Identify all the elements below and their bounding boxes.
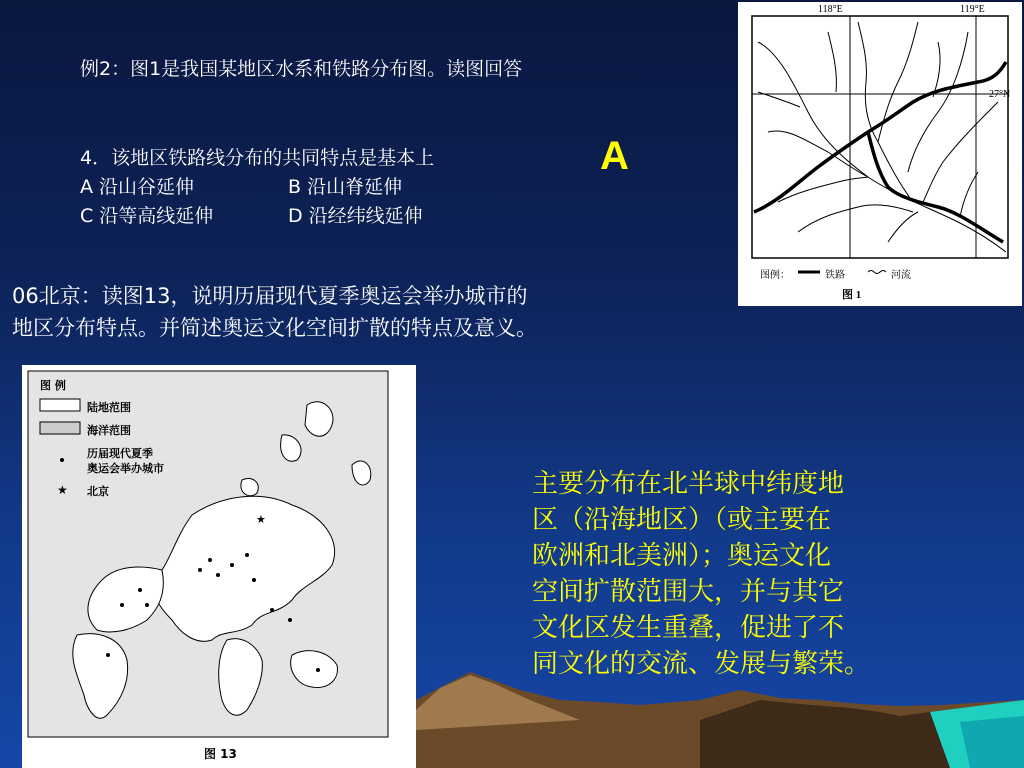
answer-line: 空间扩散范围大，并与其它 — [532, 577, 845, 607]
host-city-marker — [198, 568, 202, 572]
beijing-star-icon: ★ — [256, 513, 266, 526]
answer-letter: A — [600, 134, 629, 178]
host-city-marker — [288, 618, 292, 622]
beijing-question-line-1: 06北京：读图13，说明历届现代夏季奥运会举办城市的 — [12, 284, 528, 308]
host-city-marker — [106, 653, 110, 657]
answer-line: 欧洲和北美洲）；奥运文化 — [532, 541, 832, 571]
legend-cities-label-1: 历届现代夏季 — [87, 447, 153, 460]
host-city-marker — [270, 608, 274, 612]
beijing-question — [12, 280, 537, 344]
option-c: C 沿等高线延伸 — [80, 205, 214, 227]
answer-explanation — [532, 466, 870, 682]
host-city-marker — [216, 573, 220, 577]
olympic-world-map-drawing — [22, 365, 416, 768]
beijing-question-line-2: 地区分布特点。并简述奥运文化空间扩散的特点及意义。 — [12, 316, 537, 340]
legend-land-label: 陆地范围 — [87, 401, 131, 414]
longitude-label-118: 118°E — [818, 4, 843, 15]
host-city-marker — [208, 558, 212, 562]
question-block — [80, 144, 434, 231]
figure-1-river-railway-map — [738, 2, 1022, 306]
option-a: A 沿山谷延伸 — [80, 176, 195, 198]
host-city-marker — [230, 563, 234, 567]
answer-line: 文化区发生重叠，促进了不 — [532, 613, 845, 643]
river-railway-map-drawing — [738, 2, 1022, 306]
figure-1-legend-title: 图例： — [760, 270, 790, 281]
example-title: 例2：图1是我国某地区水系和铁路分布图。读图回答 — [80, 58, 523, 80]
legend-star-icon: ★ — [57, 483, 68, 497]
answer-line: 区（沿海地区）（或主要在 — [532, 505, 832, 535]
question-stem: 4．该地区铁路线分布的共同特点是基本上 — [80, 147, 435, 169]
legend-ocean-label: 海洋范围 — [87, 424, 131, 437]
longitude-label-119: 119°E — [960, 4, 985, 15]
answer-line: 主要分布在北半球中纬度地 — [532, 469, 845, 499]
legend-cities-label-2: 奥运会举办城市 — [87, 462, 164, 475]
host-city-marker — [252, 578, 256, 582]
figure-13-olympic-host-map — [22, 365, 416, 768]
legend-railway-label: 铁路 — [825, 270, 845, 281]
legend-ocean-swatch — [40, 422, 80, 434]
latitude-label-27: 27°N — [989, 89, 1011, 100]
answer-line: 同文化的交流、发展与繁荣。 — [532, 649, 871, 679]
host-city-marker — [316, 668, 320, 672]
option-d: D 沿经纬线延伸 — [288, 205, 423, 227]
host-city-marker — [245, 553, 249, 557]
option-b: B 沿山脊延伸 — [288, 176, 403, 198]
figure-1-caption: 图 1 — [842, 289, 862, 301]
legend-city-dot-icon — [60, 458, 64, 462]
legend-beijing-label: 北京 — [87, 485, 109, 498]
host-city-marker — [120, 603, 124, 607]
host-city-marker — [145, 603, 149, 607]
figure-13-legend-title: 图 例 — [40, 379, 66, 392]
figure-13-caption: 图 13 — [204, 747, 237, 761]
legend-land-swatch — [40, 399, 80, 411]
host-city-marker — [138, 588, 142, 592]
legend-river-label: 河流 — [891, 270, 911, 281]
